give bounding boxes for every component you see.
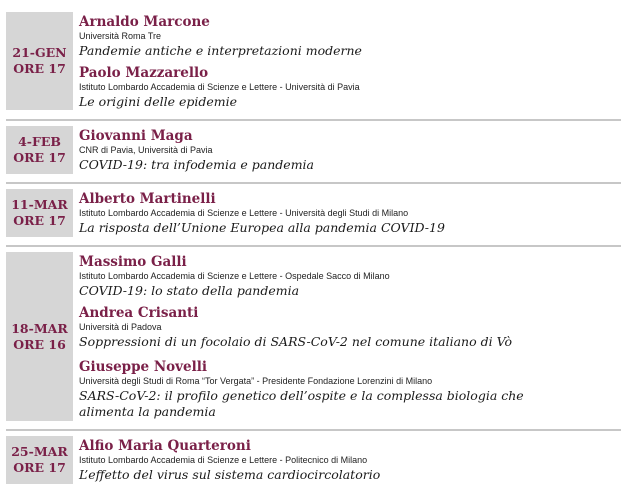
separator-line (6, 119, 621, 121)
speaker-affiliation: Università di Padova (79, 322, 162, 332)
speaker-affiliation: Università Roma Tre (79, 31, 162, 41)
session-block (6, 126, 621, 174)
speaker-name: Arnaldo Marcone (79, 14, 210, 30)
speaker-name: Massimo Galli (79, 254, 187, 270)
talk-entry (79, 255, 390, 299)
speaker-affiliation: CNR di Pavia, Università di Pavia (79, 145, 213, 155)
talk-title: COVID-19: lo stato della pandemia (79, 283, 300, 298)
talk-title: La risposta dell’Unione Europea alla pandemia COVID-19 (79, 220, 445, 235)
separator-line (6, 182, 621, 184)
talk-entry (79, 360, 619, 420)
session-date: 18-MAR (11, 320, 68, 336)
speaker-affiliation: Istituto Lombardo Accademia di Scienze e Lettere - Università di Pavia (79, 82, 360, 92)
talk-entry (79, 192, 445, 236)
separator-line (6, 245, 621, 247)
talk-title: Soppressioni di un focolaio di SARS-CoV-2 nel comune italiano di Vò (79, 334, 512, 349)
session-time: ORE 17 (13, 61, 66, 76)
talk-title: Pandemie antiche e interpretazioni moderne (79, 43, 362, 58)
speaker-affiliation: Istituto Lombardo Accademia di Scienze e Lettere - Università degli Studi di Milano (79, 208, 409, 218)
speaker-affiliation: Università degli Studi di Roma “Tor Vergata” - Presidente Fondazione Lorenzini di Milano (79, 376, 433, 386)
speaker-name: Andrea Crisanti (79, 305, 199, 321)
session-date: 25-MAR (11, 444, 68, 459)
speaker-name: Giovanni Maga (79, 128, 193, 144)
speaker-name: Giuseppe Novelli (79, 359, 207, 375)
session-time: ORE 16 (13, 336, 66, 352)
session-date-box (6, 436, 73, 484)
session-date-box (6, 126, 73, 174)
session-time: ORE 17 (13, 460, 66, 475)
speaker-name: Paolo Mazzarello (79, 65, 209, 81)
session-time: ORE 17 (13, 213, 66, 228)
talk-title: L’effetto del virus sul sistema cardiocircolatorio (79, 467, 381, 482)
session-date-box (6, 189, 73, 237)
talk-title: COVID-19: tra infodemia e pandemia (79, 157, 315, 172)
session-date: 11-MAR (11, 197, 68, 212)
session-block (6, 252, 621, 421)
session-date: 4-FEB (18, 134, 61, 149)
separator-line (6, 429, 621, 431)
speaker-affiliation: Istituto Lombardo Accademia di Scienze e Lettere - Ospedale Sacco di Milano (79, 271, 390, 281)
talk-entry (79, 306, 512, 350)
session-block (6, 189, 621, 237)
talk-entry (79, 439, 380, 483)
session-date-box (6, 12, 73, 110)
talk-entry (79, 15, 362, 59)
session-date: 21-GEN (12, 45, 67, 60)
session-date-box (6, 252, 73, 421)
talk-title: Le origini delle epidemie (79, 94, 238, 109)
session-block (6, 436, 621, 484)
speaker-affiliation: Istituto Lombardo Accademia di Scienze e Lettere - Politecnico di Milano (79, 455, 368, 465)
session-time: ORE 17 (13, 150, 66, 165)
speaker-name: Alberto Martinelli (79, 191, 216, 207)
talk-entry (79, 66, 360, 110)
talk-title: SARS-CoV-2: il profilo genetico dell’ospite e la complessa biologia che alimenta la pandemia (79, 388, 524, 419)
session-block (6, 12, 621, 110)
speaker-name: Alfio Maria Quarteroni (79, 438, 251, 454)
talk-entry (79, 129, 314, 173)
